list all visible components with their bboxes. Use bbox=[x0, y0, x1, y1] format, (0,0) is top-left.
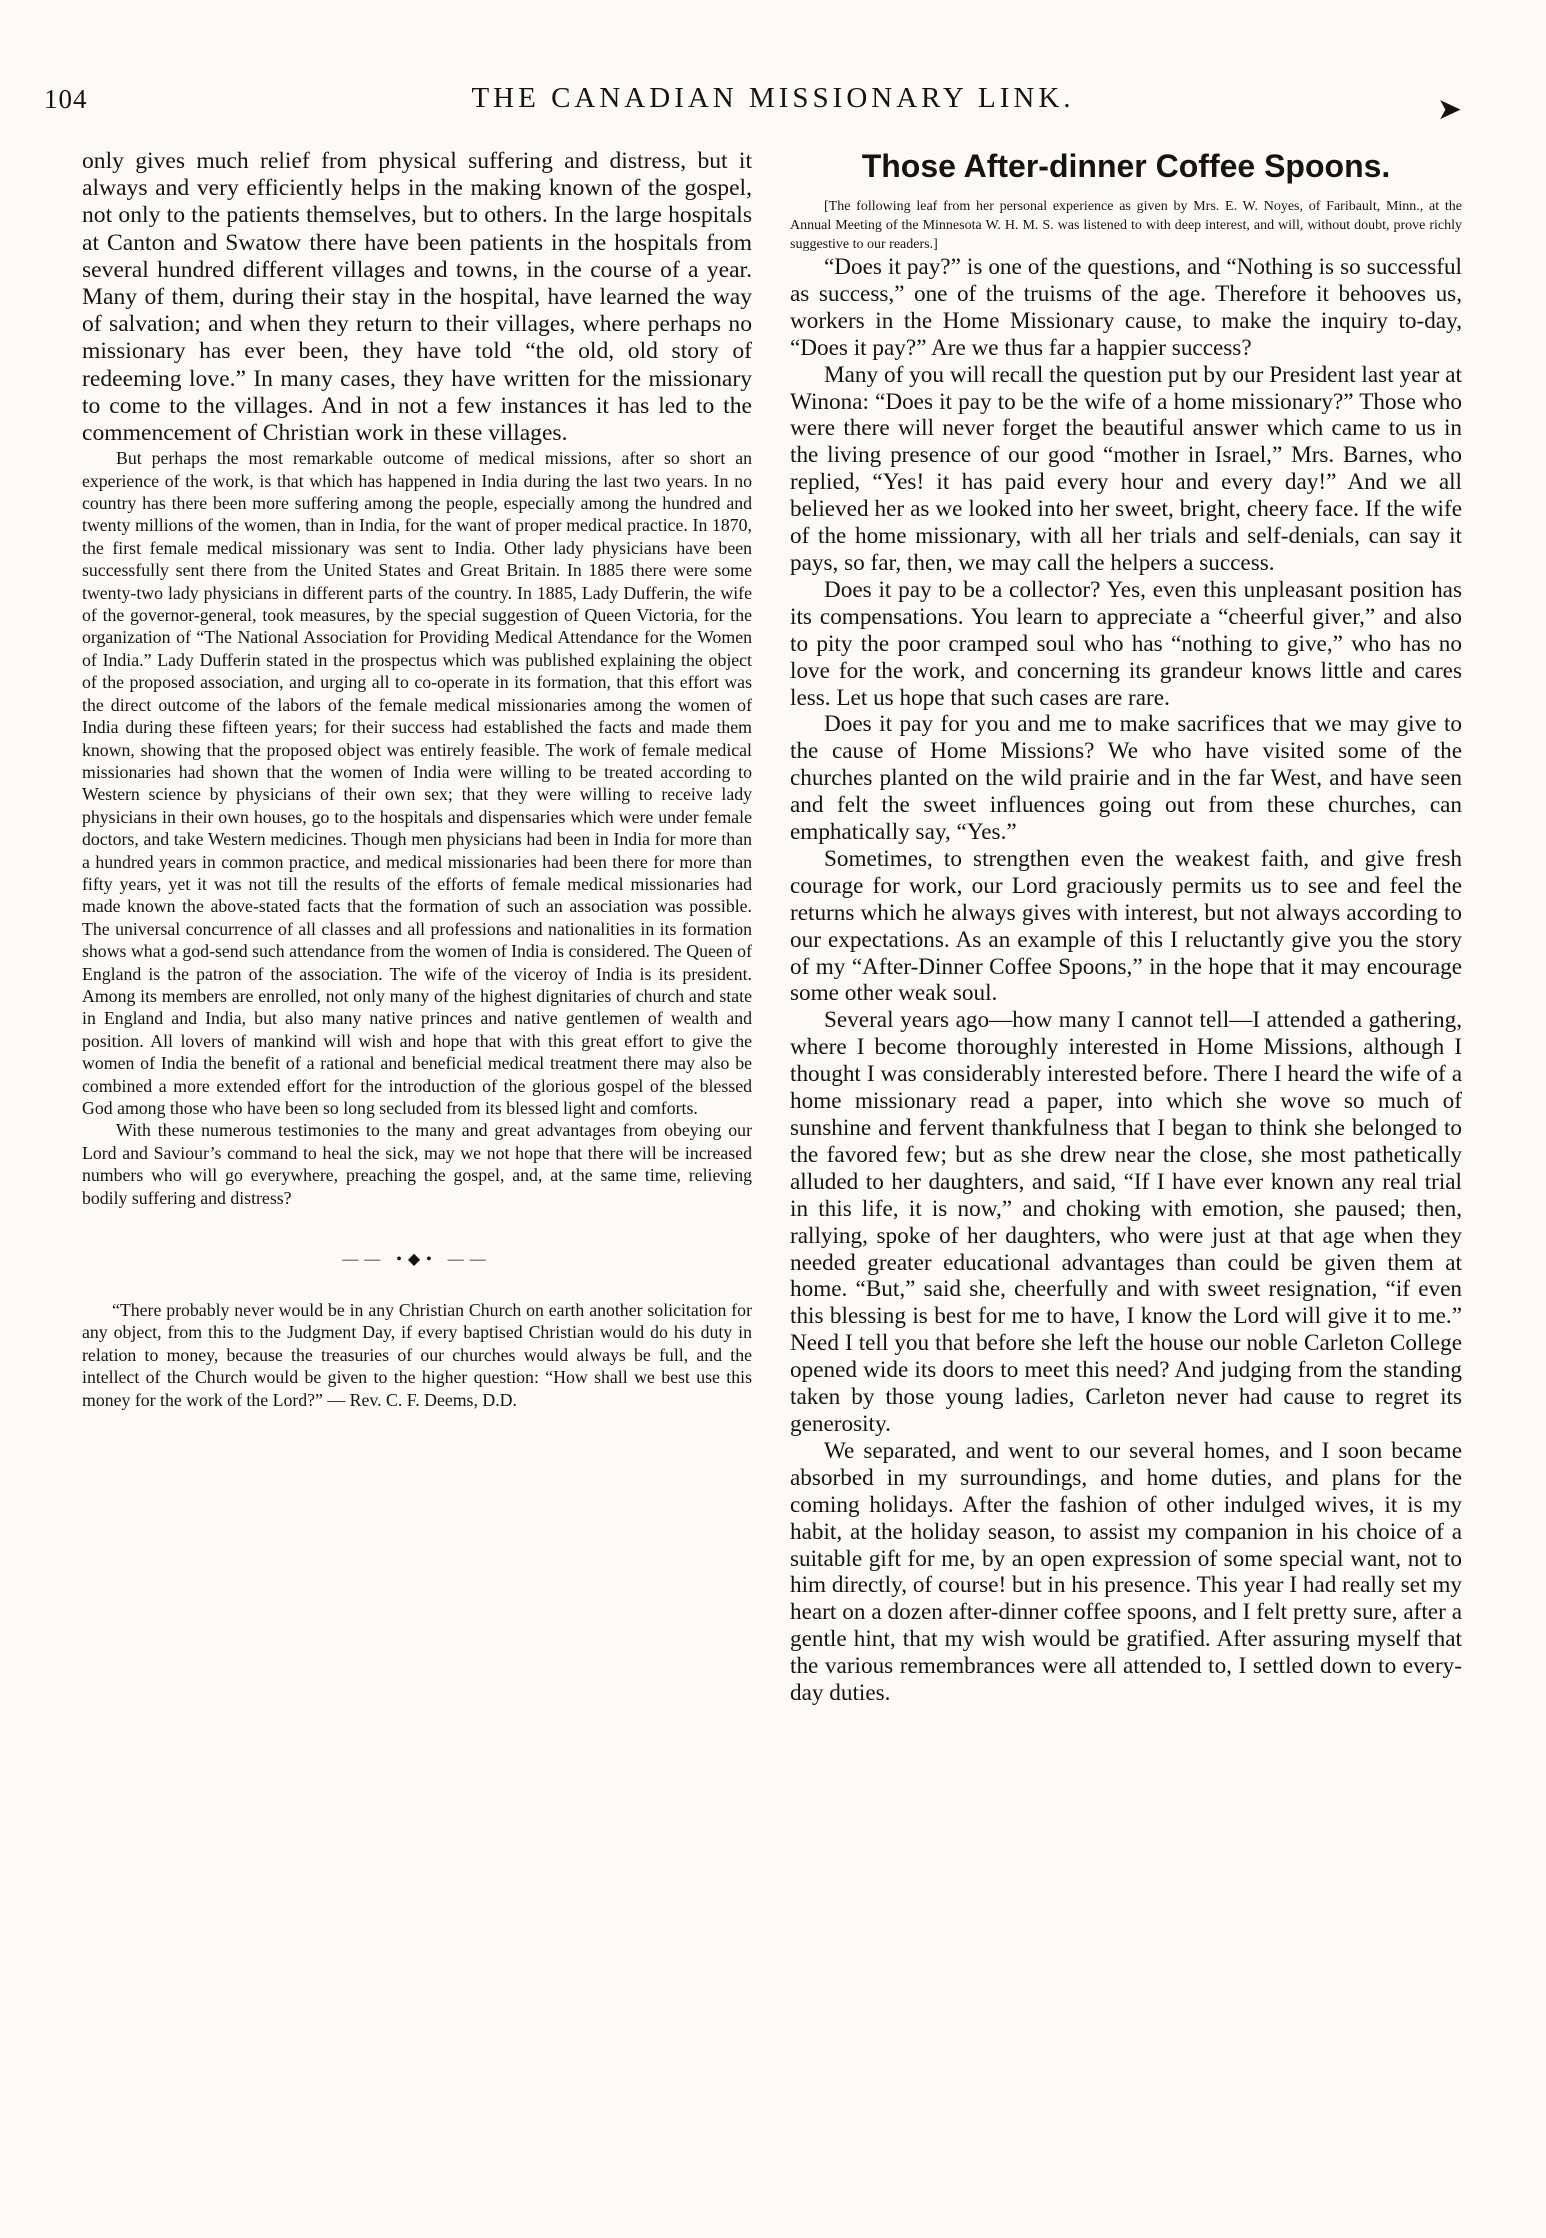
body-paragraph: But perhaps the most remarkable outcome of medical missions, after so short an experience of the work, is that which has happened in India during the last two years. In no country has there been more suffering among the people, especially among the hundred and twenty millions of the women, than in India, for the want of proper medical practice. In 1870, the first female medical missionary was sent to India. Other lady physicians have been successfully sent there from the United States and Great Britain. In 1885 there were some twenty-two lady physicians in different parts of the country. In 1885, Lady Dufferin, the wife of the governor-general, took measures, by the special suggestion of Queen Victoria, for the organization of “The National Association for Providing Medical Attendance for the Women of India.” Lady Dufferin stated in the prospectus which was published explaining the object of the proposed association, and urging all to co-operate in its formation, that this effort was the direct outcome of the labors of the female medical missionaries among the women of India during these fifteen years; for their success had established the facts and made them known, showing that the proposed object was entirely feasible. The work of female medical missionaries had shown that the women of India were willing to be treated according to Western science by physicians of their own sex; that they were willing to receive lady physicians in their own houses, go to the hospitals and dispensaries which were under female doctors, and take Western medicines. Though men physicians had been in India for more than a hundred years in common practice, and medical missionaries had been there for more than fifty years, yet it was not till the results of the efforts of female medical missionaries had made known the above-stated facts that the formation of such an association was possible. The universal concurrence of all classes and all professions and nationalities in its formation shows what a god-send such attendance from the women of India is considered. The Queen of England is the patron of the association. The wife of the viceroy of India is its president. Among its members are enrolled, not only many of the highest dignitaries of church and state in England and India, but also many native princes and native gentlemen of wealth and position. All lovers of mankind will wish and hope that with this great effort to give the women of India the benefit of a rational and beneficial medical treatment there may also be combined a more extended effort for the introduction of the glorious gospel of the blessed God among those who have been so long secluded from its blessed light and comforts. bbox=[82, 448, 752, 1119]
body-paragraph: Several years ago—how many I cannot tell—I attended a gathering, where I become thoroughly interested in Home Missions, although I thought I was considerably interested before. There I heard the wife of a home missionary read a paper, into which she wove so much of sunshine and fervent thankfulness that I began to think she belonged to the favored few; but as she drew near the close, she most pathetically alluded to her daughters, and said, “If I have ever known any real trial in this life, it is now,” and choking with emotion, she paused; then, rallying, spoke of her daughters, who were just at that age when they needed greater educational advantages than could be given them at home. “But,” said she, cheerfully and with sweet resignation, “if even this blessing is best for me to have, I know the Lord will give it to me.” Need I tell you that before she left the house our noble Carleton College opened wide its doors to meet this need? And judging from the standing taken by those young ladies, Carleton never had cause to regret its generosity. bbox=[790, 1007, 1462, 1437]
running-title: THE CANADIAN MISSIONARY LINK. bbox=[471, 82, 1075, 114]
article-title: Those After-dinner Coffee Spoons. bbox=[861, 148, 1391, 184]
page-number: 104 bbox=[44, 84, 88, 114]
body-paragraph: Does it pay for you and me to make sacrifices that we may give to the cause of Home Missions? We who have visited some of the churches planted on the wild prairie and in the far West, and have seen and felt the sweet influences going out from these churches, can emphatically say, “Yes.” bbox=[790, 711, 1462, 846]
opening-paragraph: only gives much relief from physical suffering and distress, but it always and very efficiently helps in the making known of the gospel, not only to the patients themselves, but to others. In the large hospitals at Canton and Swatow there have been patients in the hospitals from several hundred different villages and towns, in the course of a year. Many of them, during their stay in the hospital, have learned the way of salvation; and when they return to their villages, where perhaps no missionary has ever been, they have told “the old, old story of redeeming love.” In many cases, they have written for the missionary to come to the villages. And in not a few instances it has led to the commencement of Christian work in these villages. bbox=[82, 148, 752, 447]
printer-mark-icon: ➤ bbox=[1436, 93, 1462, 126]
article-intro-note: [The following leaf from her personal experience as given by Mrs. E. W. Noyes, of Faribault, Minn., at the Annual Meeting of the Minnesota W. H. M. S. was listened to with deep interest, and will, without doubt, prove richly suggestive to our readers.] bbox=[790, 199, 1462, 252]
body-paragraph: Many of you will recall the question put by our President last year at Winona: “Does it pay to be the wife of a home missionary?” Those who were there will never forget the beautiful answer which came to us in the living presence of our good “mother in Israel,” Mrs. Barnes, who replied, “Yes! it has paid every hour and every day!” And we all believed her as we looked into her sweet, bright, cheery face. If the wife of the home missionary, with all her trials and self-denials, can say it pays, so far, then, we may call the helpers a success. bbox=[790, 361, 1462, 576]
right-column bbox=[790, 148, 1462, 1707]
body-paragraph: Sometimes, to strengthen even the weakest faith, and give fresh courage for work, our Lord graciously permits us to see and feel the returns which he always gives with interest, but not always according to our expectations. As an example of this I reluctantly give you the story of my “After-Dinner Coffee Spoons,” in the hope that it may encourage some other weak soul. bbox=[790, 845, 1462, 1007]
body-paragraph: We separated, and went to our several homes, and I soon became absorbed in my surroundings, and home duties, and plans for the coming holidays. After the fashion of other indulged wives, it is my habit, at the holiday season, to assist my companion in his choice of a suitable gift for me, by an open expression of some special want, not to him directly, of course! but in his presence. This year I had really set my heart on a dozen after-dinner coffee spoons, and I felt pretty sure, after a gentle hint, that my wish would be gratified. After assuring myself that the various remembrances were all attended to, I settled down to every-day duties. bbox=[790, 1437, 1462, 1707]
section-divider: —— •◆• —— bbox=[342, 1251, 492, 1269]
body-paragraph: With these numerous testimonies to the many and great advantages from obeying our Lord and Saviour’s command to heal the sick, may we not hope that there will be increased numbers who will go everywhere, preaching the gospel, and, at the same time, relieving bodily suffering and distress? bbox=[82, 1120, 752, 1208]
left-column bbox=[82, 148, 752, 1411]
quotation: “There probably never would be in any Christian Church on earth another solicitation for any object, from this to the Judgment Day, if every baptised Christian would do his duty in relation to money, because the treasuries of our churches would always be full, and the intellect of the Church would be given to the higher question: “How shall we best use this money for the work of the Lord?” — Rev. C. F. Deems, D.D. bbox=[82, 1300, 752, 1410]
body-paragraph: “Does it pay?” is one of the questions, and “Nothing is so successful as success,” one of the truisms of the age. Therefore it behooves us, workers in the Home Missionary cause, to make the inquiry to-day, “Does it pay?” Are we thus far a happier success? bbox=[790, 254, 1462, 361]
body-paragraph: Does it pay to be a collector? Yes, even this unpleasant position has its compensations. You learn to appreciate a “cheerful giver,” and also to pity the poor cramped soul who has “nothing to give,” who has no love for the work, and concerning its grandeur knows little and cares less. Let us hope that such cases are rare. bbox=[790, 576, 1462, 711]
